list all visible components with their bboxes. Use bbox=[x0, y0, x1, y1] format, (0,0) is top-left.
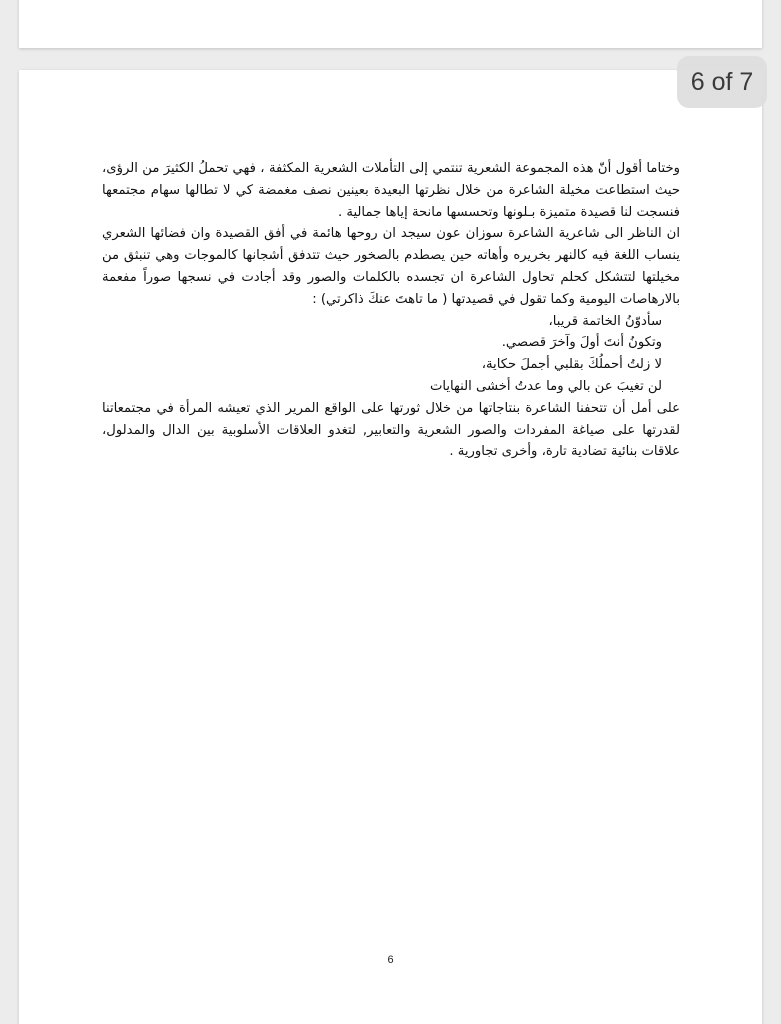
paragraph-poetics: ان الناظر الى شاعرية الشاعرة سوزان عون سيجد ان روحها هائمة في أفق القصيدة وان فضائها الشعري ينساب اللغة فيه كالنهر بخريره وأهاته حين يصطدم بالصخور حيث تتدفق أشجانها كالموجات وهي تنبثق من مخيلتها لتتشكل كحلم تحاول الشاعرة ان تجسده بالكلمات والصور وقد أجادت في نسجها صوراً مفعمة بالارهاصات اليومية وكما تقول في قصيدتها ( ما تاهتَ عنكَ ذاكرتي) : bbox=[102, 226, 680, 307]
page-body-text bbox=[102, 158, 680, 463]
poem-excerpt bbox=[102, 311, 680, 398]
page-indicator: 6 of 7 bbox=[677, 56, 767, 108]
poem-line: وتكونُ أنتَ أولَ وآخرَ قصصي. bbox=[501, 335, 662, 351]
previous-page[interactable] bbox=[19, 0, 762, 48]
page-number: 6 bbox=[387, 954, 394, 966]
poem-line: لا زلتُ أحملُكَ بقلبي أجملَ حكاية، bbox=[481, 357, 662, 373]
poem-line: لن تغيبَ عن بالي وما عدتُ أخشى النهايات bbox=[429, 378, 662, 394]
paragraph-closing: على أمل أن تتحفنا الشاعرة بنتاجاتها من خلال ثورتها على الواقع المرير الذي تعيشه المرأة في مجتمعاتنا لقدرتها على صياغة المفردات والصور الشعرية والتعابير, لتغدو العلاقات الأسلوبية بين الدال والمدلول، علاقات بنائية تضادية تارة، وأخرى تجاورية . bbox=[102, 400, 680, 460]
current-page[interactable] bbox=[19, 70, 762, 1024]
poem-line: سأدوّنُ الخاتمة قريبا، bbox=[548, 313, 662, 329]
paragraph-conclusion: وختاما أقول أنّ هذه المجموعة الشعرية تنتمي إلى التأملات الشعرية المكثفة ، فهي تحملُ الكثيرَ من الرؤى، حيث استطاعت مخيلة الشاعرة من خلال نظرتها البعيدة بعينين نصف مغمضة كي لا تطالها سهام مجتمعها فنسجت لنا قصيدة متميزة بـلونها وتحسسها مانحة إياها جمالية . bbox=[102, 161, 680, 220]
